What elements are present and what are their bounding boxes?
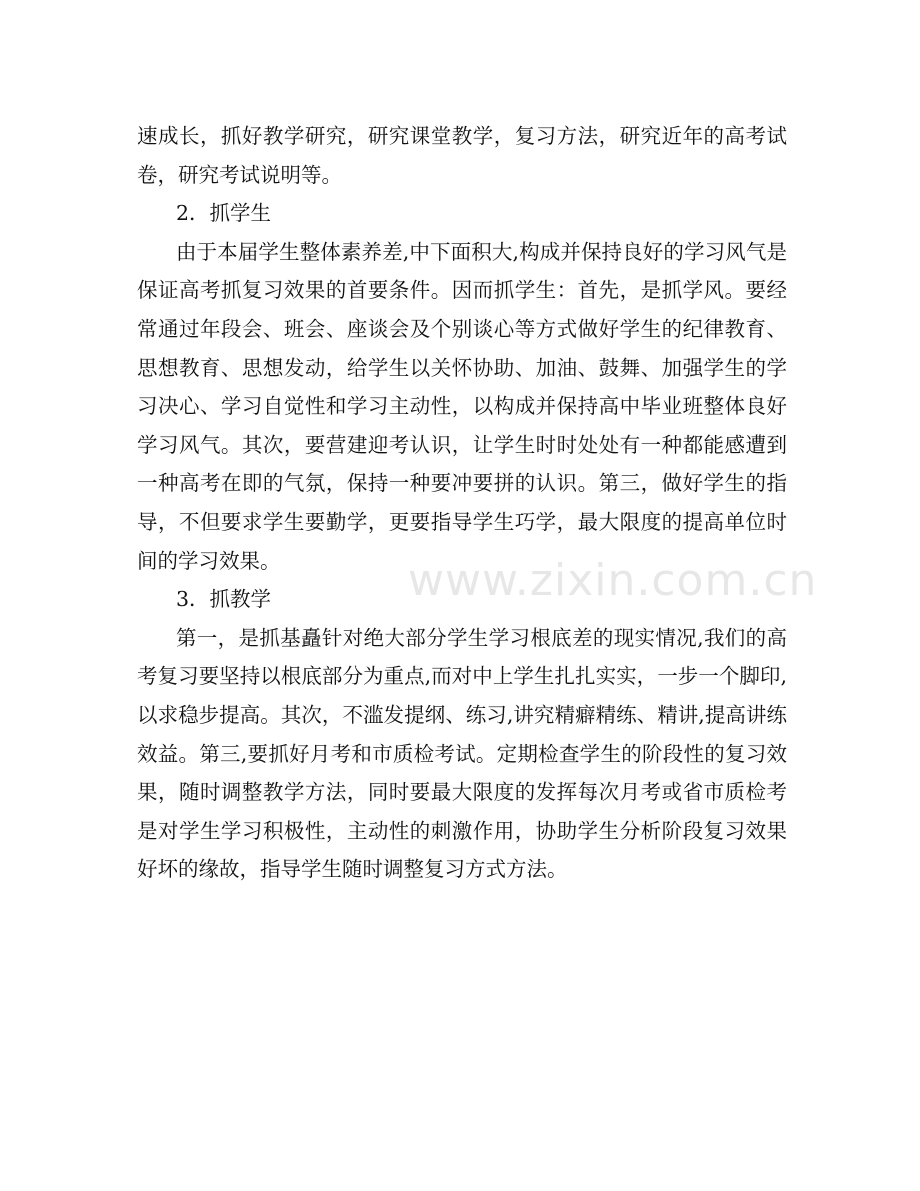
watermark-text: www.zixin.com.cn: [408, 555, 818, 606]
section-heading-teaching: 3．抓教学: [175, 587, 271, 612]
paragraph-teaching: 第一，是抓基矗针对绝大部分学生学习根底差的现实情况,我们的高考复习要坚持以根底部分为重点,而对中上学生扎扎实实，一步一个脚印,以求稳步提高。其次，不滥发提纲、练习,讲究精癖精练、精讲,提高讲练效益。第三,要抓好月考和市质检考试。定期检查学生的阶段性的复习效果，随时调整教学方法，同时要最大限度的发挥每次月考或省市质检考是对学生学习积极性，主动性的刺激作用，协助学生分析阶段复习效果好坏的缘故，指导学生随时调整复习方式方法。: [137, 625, 787, 882]
paragraph-students: 由于本届学生整体素养差,中下面积大,构成并保持良好的学习风气是保证高考抓复习效果的首要条件。因而抓学生：首先，是抓学风。要经常通过年段会、班会、座谈会及个别谈心等方式做好学生的纪律教育、思想教育、思想发动，给学生以关怀协助、加油、鼓舞、加强学生的学习决心、学习自觉性和学习主动性，以构成并保持高中毕业班整体良好学习风气。其次，要营建迎考认识，让学生时时处处有一种都能感遭到一种高考在即的气氛，保持一种要冲要拼的认识。第三，做好学生的指导，不但要求学生要勤学，更要指导学生巧学，最大限度的提高单位时间的学习效果。: [137, 239, 787, 573]
document-body: [137, 117, 787, 889]
section-heading-students: 2．抓学生: [175, 201, 271, 226]
paragraph-continuation: 速成长，抓好教学研究，研究课堂教学，复习方法，研究近年的高考试卷，研究考试说明等。: [137, 124, 787, 187]
